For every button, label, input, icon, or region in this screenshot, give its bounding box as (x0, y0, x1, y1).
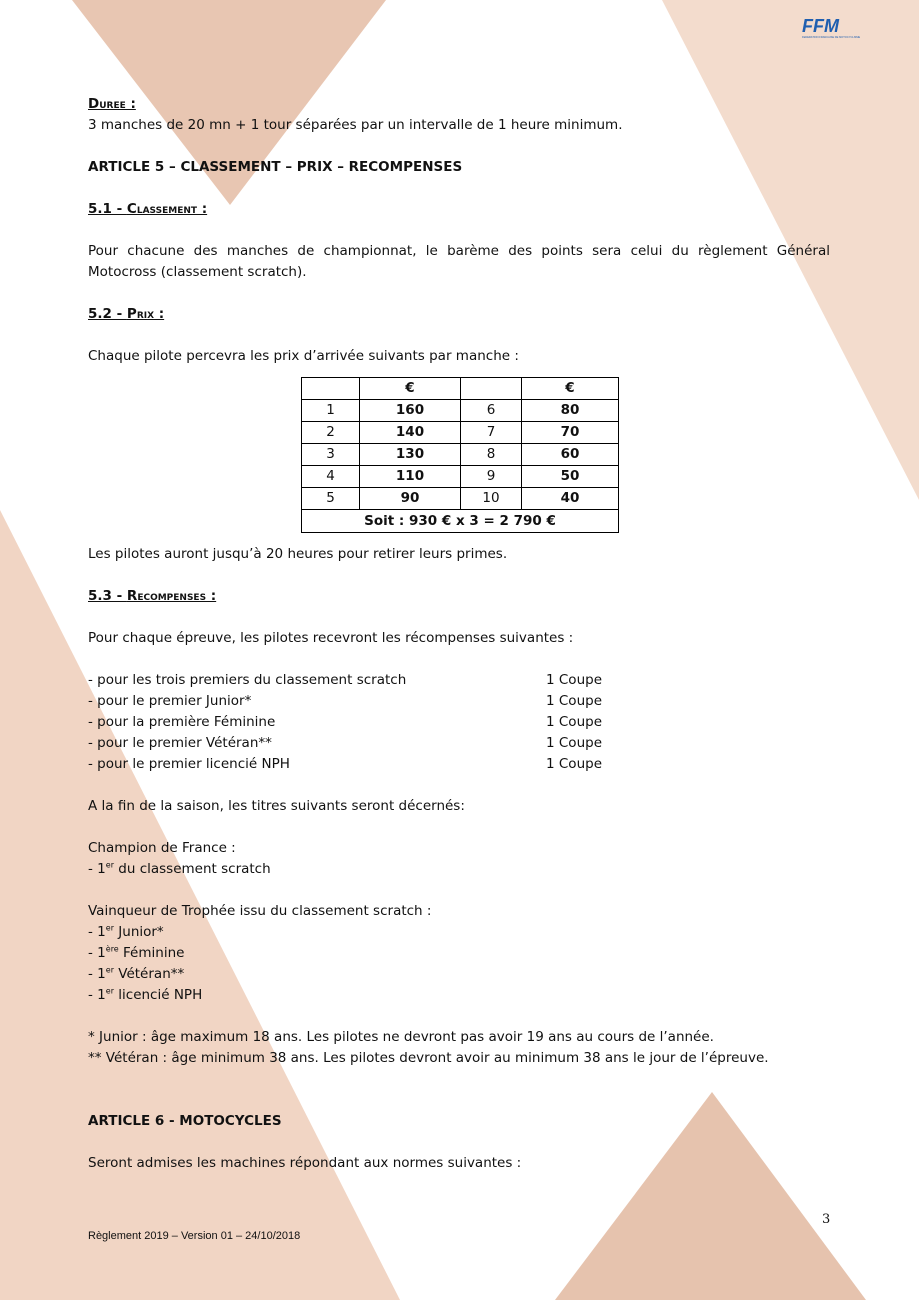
duree-text: 3 manches de 20 mn + 1 tour séparées par un intervalle de 1 heure minimum. (88, 117, 623, 133)
section52-title: Prix : (126, 306, 165, 322)
article6-title: ARTICLE 6 - MOTOCYCLES (88, 1113, 282, 1129)
list-item (88, 964, 830, 985)
prize-cell: 110 (360, 466, 461, 488)
place-cell: 9 (461, 466, 522, 488)
prize-cell: 80 (522, 400, 619, 422)
prize-cell: 70 (522, 422, 619, 444)
title-sup: er (105, 860, 114, 870)
place-cell: 8 (461, 444, 522, 466)
section52-note: Les pilotes auront jusqu’à 20 heures pour retirer leurs primes. (88, 546, 508, 562)
section53-number: 5.3 - (88, 588, 127, 604)
footnote-veteran: ** Vétéran : âge minimum 38 ans. Les pilotes devront avoir au minimum 38 ans le jour de l’épreuve. (88, 1050, 769, 1066)
section53-title: Recompenses : (126, 588, 217, 604)
table-total-row (302, 510, 619, 533)
reward-award: 1 Coupe (546, 735, 602, 751)
title-text: du classement scratch (113, 861, 271, 877)
section51-number: 5.1 - (88, 201, 127, 217)
place-cell: 5 (302, 488, 360, 510)
title-prefix: - 1 (88, 966, 106, 982)
title-prefix: - 1 (88, 987, 106, 1003)
list-item (88, 691, 830, 712)
footnote-junior: * Junior : âge maximum 18 ans. Les pilotes ne devront pas avoir 19 ans au cours de l’année. (88, 1029, 714, 1045)
table-row (302, 466, 619, 488)
place-cell: 7 (461, 422, 522, 444)
title-sup: er (105, 923, 114, 933)
reward-award: 1 Coupe (546, 714, 602, 730)
list-item (88, 943, 830, 964)
reward-award: 1 Coupe (546, 693, 602, 709)
reward-label: - pour la première Féminine (88, 714, 276, 730)
title-prefix: - 1 (88, 924, 106, 940)
prize-cell: 140 (360, 422, 461, 444)
place-cell: 10 (461, 488, 522, 510)
section52-heading (88, 304, 830, 325)
title-text: Féminine (118, 945, 185, 961)
reward-award: 1 Coupe (546, 672, 602, 688)
article6-text: Seront admises les machines répondant aux normes suivantes : (88, 1155, 522, 1171)
table-row (302, 488, 619, 510)
prize-cell: 160 (360, 400, 461, 422)
title-text: Junior* (113, 924, 164, 940)
prize-cell: 90 (360, 488, 461, 510)
list-item (88, 670, 830, 691)
table-header-row (302, 378, 619, 400)
title-sup: er (105, 965, 114, 975)
page-number: 3 (822, 1212, 831, 1227)
reward-award: 1 Coupe (546, 756, 602, 772)
section53-intro: Pour chaque épreuve, les pilotes recevront les récompenses suivantes : (88, 630, 574, 646)
list-item (88, 922, 830, 943)
title-sup: ère (105, 944, 119, 954)
reward-label: - pour le premier licencié NPH (88, 756, 290, 772)
trophy-title: Vainqueur de Trophée issu du classement scratch : (88, 903, 432, 919)
table-header-cell: € (360, 378, 461, 400)
title-prefix: - 1 (88, 861, 106, 877)
list-item (88, 985, 830, 1006)
table-row (302, 422, 619, 444)
list-item (88, 733, 830, 754)
list-item (88, 859, 830, 880)
place-cell: 2 (302, 422, 360, 444)
title-text: Vétéran** (113, 966, 185, 982)
table-row (302, 400, 619, 422)
section53-heading (88, 586, 830, 607)
champion-title: Champion de France : (88, 840, 236, 856)
article5-title: ARTICLE 5 – CLASSEMENT – PRIX – RECOMPENSES (88, 159, 463, 175)
place-cell: 6 (461, 400, 522, 422)
logo-text: FFM (802, 16, 839, 36)
duree-title: Duree : (88, 96, 136, 112)
place-cell: 4 (302, 466, 360, 488)
total-cell: Soit : 930 € x 3 = 2 790 € (302, 510, 619, 533)
prize-cell: 60 (522, 444, 619, 466)
prize-cell: 130 (360, 444, 461, 466)
table-header-cell: € (522, 378, 619, 400)
table-row (302, 444, 619, 466)
section52-number: 5.2 - (88, 306, 127, 322)
section51-text: Pour chacune des manches de championnat, le barème des points sera celui du règlement Général Motocross (classement scratch). (88, 243, 830, 280)
page-content (88, 94, 830, 1174)
prize-cell: 50 (522, 466, 619, 488)
place-cell: 1 (302, 400, 360, 422)
title-sup: er (105, 986, 114, 996)
title-prefix: - 1 (88, 945, 106, 961)
title-text: licencié NPH (113, 987, 203, 1003)
season-text: A la fin de la saison, les titres suivants seront décernés: (88, 798, 465, 814)
reward-label: - pour le premier Junior* (88, 693, 252, 709)
table-header-cell (302, 378, 360, 400)
page-footer: Règlement 2019 – Version 01 – 24/10/2018 (88, 1230, 301, 1242)
section51-heading (88, 199, 830, 220)
list-item (88, 712, 830, 733)
section51-title: Classement : (126, 201, 208, 217)
table-header-cell (461, 378, 522, 400)
section52-intro: Chaque pilote percevra les prix d’arrivée suivants par manche : (88, 348, 519, 364)
prize-cell: 40 (522, 488, 619, 510)
reward-label: - pour le premier Vétéran** (88, 735, 272, 751)
ffm-logo (800, 16, 866, 40)
reward-label: - pour les trois premiers du classement scratch (88, 672, 407, 688)
prize-table (301, 377, 619, 533)
place-cell: 3 (302, 444, 360, 466)
logo-subtext: FEDERATION FRANCAISE DE MOTOCYCLISME (802, 36, 861, 39)
list-item (88, 754, 830, 775)
